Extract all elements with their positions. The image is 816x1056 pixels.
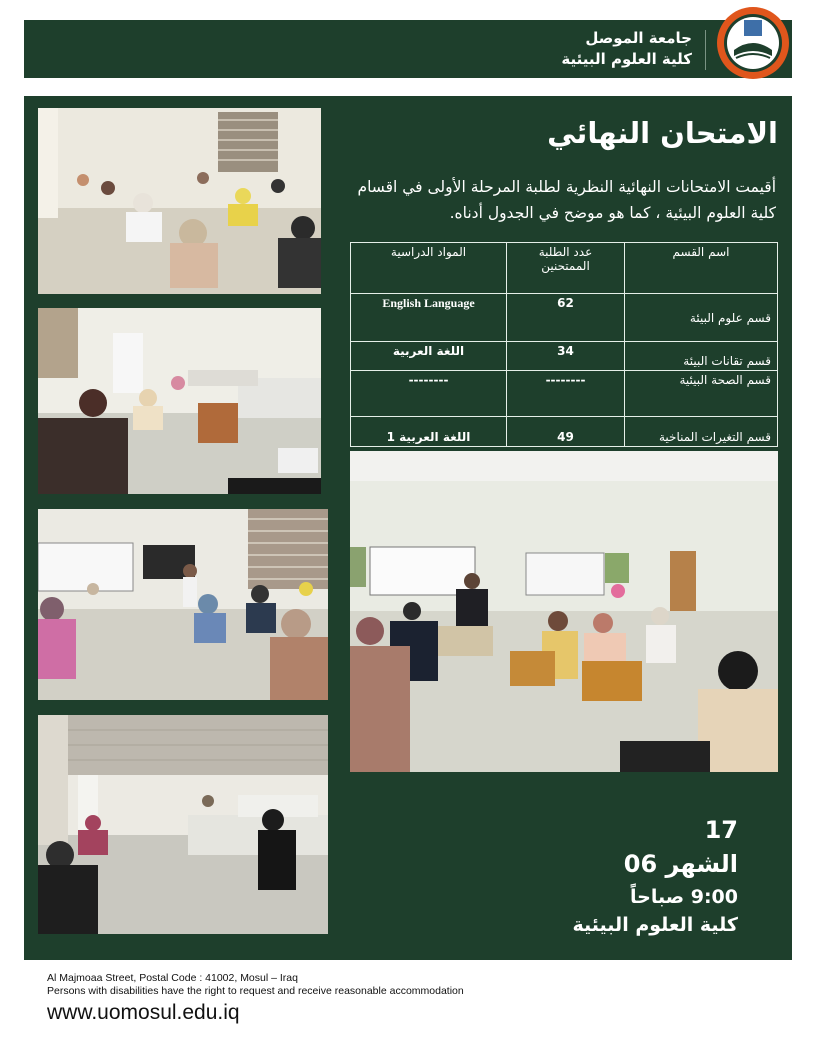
row-subject: English Language bbox=[351, 294, 507, 342]
college-name: كلية العلوم البيئية bbox=[561, 50, 692, 68]
footer-website-link[interactable]: www.uomosul.edu.iq bbox=[47, 1001, 240, 1024]
page-title: الامتحان النهائي bbox=[547, 116, 778, 150]
table-header-row bbox=[351, 243, 778, 294]
exam-hall-photo-1 bbox=[38, 108, 321, 294]
table-row bbox=[351, 371, 778, 417]
exam-location: كلية العلوم البيئية bbox=[572, 914, 738, 936]
exam-hall-photo-2 bbox=[38, 308, 321, 494]
row-department: قسم الصحة البيئية bbox=[625, 371, 778, 417]
row-department: قسم تقانات البيئة bbox=[625, 342, 778, 371]
row-department: قسم علوم البيئة bbox=[625, 294, 778, 342]
exam-hall-photo-4 bbox=[38, 715, 328, 934]
intro-paragraph: أقيمت الامتحانات النهائية النظرية لطلبة المرحلة الأولى في اقسام كلية العلوم البيئية ، كما هو موضح في الجدول أدناه. bbox=[357, 178, 776, 222]
exam-time: 9:00 صباحاً bbox=[630, 886, 738, 908]
header-title bbox=[561, 28, 692, 70]
row-subject: -------- bbox=[351, 371, 507, 417]
university-logo bbox=[716, 6, 790, 80]
table-row bbox=[351, 294, 778, 342]
row-count: -------- bbox=[507, 371, 625, 417]
footer-accessibility-note: Persons with disabilities have the right to request and receive reasonable accommodation bbox=[47, 985, 464, 997]
exam-hall-photo-main bbox=[350, 451, 778, 772]
header-subjects: المواد الدراسية bbox=[351, 243, 507, 294]
university-name: جامعة الموصل bbox=[585, 29, 692, 47]
table-row bbox=[351, 342, 778, 371]
header-student-count: عدد الطلبة الممتحنين bbox=[507, 243, 625, 294]
table-row bbox=[351, 417, 778, 447]
header-bar bbox=[24, 20, 792, 78]
row-department: قسم التغيرات المناخية bbox=[625, 417, 778, 447]
header-department: اسم القسم bbox=[625, 243, 778, 294]
footer-address-block bbox=[47, 972, 464, 998]
row-count: 62 bbox=[507, 294, 625, 342]
row-count: 49 bbox=[507, 417, 625, 447]
row-subject: اللغة العربية bbox=[351, 342, 507, 371]
footer-address: Al Majmoaa Street, Postal Code : 41002, Mosul – Iraq bbox=[47, 972, 298, 984]
exam-results-table bbox=[350, 242, 778, 447]
header-divider bbox=[705, 30, 706, 70]
exam-day: 17 bbox=[704, 816, 738, 844]
exam-month: الشهر 06 bbox=[623, 850, 738, 878]
row-count: 34 bbox=[507, 342, 625, 371]
row-subject: اللغة العربية 1 bbox=[351, 417, 507, 447]
exam-hall-photo-3 bbox=[38, 509, 328, 700]
